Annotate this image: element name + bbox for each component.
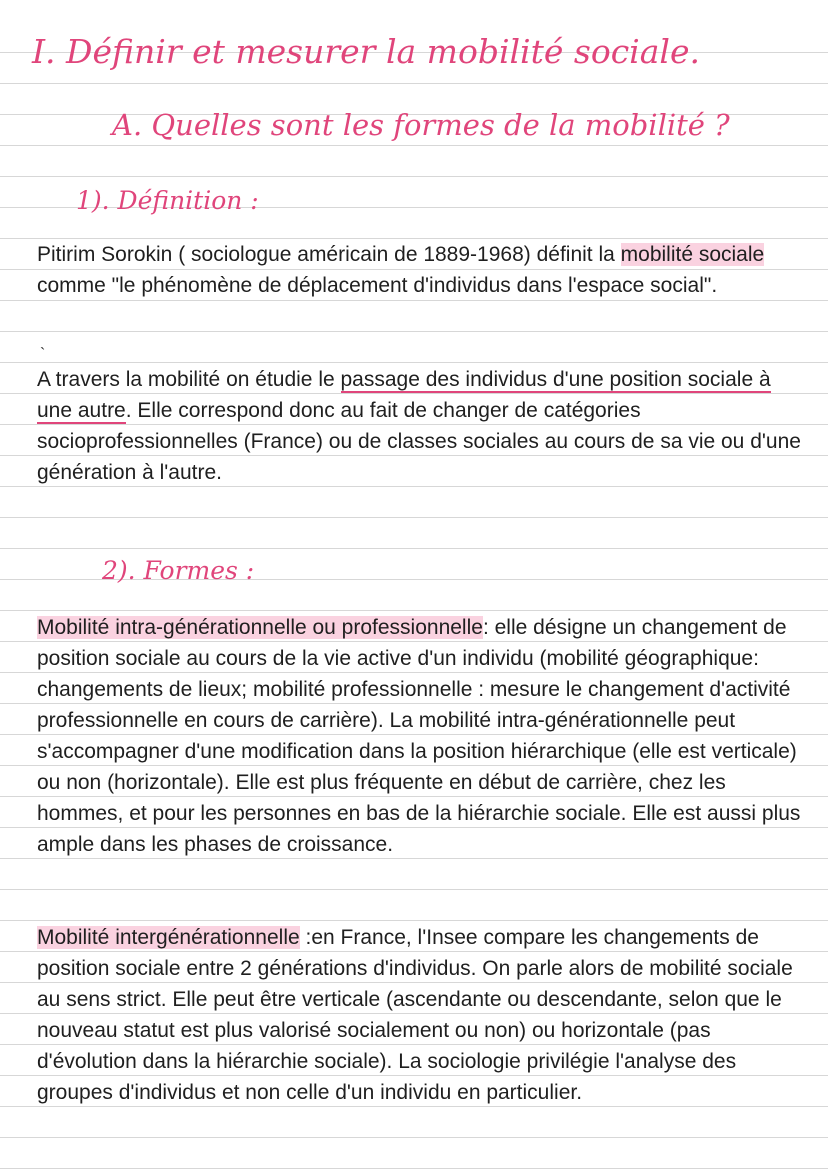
formes-heading: 2). Formes : — [102, 556, 255, 585]
text-run: Pitirim Sorokin ( sociologue américain de 1889-1968) définit la — [37, 243, 621, 266]
text-run: comme "le phénomène de déplacement d'individus dans l'espace social". — [37, 274, 718, 297]
section-subtitle: A. Quelles sont les formes de la mobilité ? — [112, 108, 730, 142]
definition-paragraph-2 — [37, 364, 802, 488]
highlighted-term: Mobilité intra-générationnelle ou professionnelle — [37, 616, 483, 639]
highlighted-term: mobilité sociale — [620, 243, 765, 266]
highlighted-term: Mobilité intergénérationnelle — [37, 926, 300, 949]
definition-paragraph-1 — [37, 239, 802, 301]
text-run: :en France, l'Insee compare les changements de position sociale entre 2 générations d'individus. On parle alors de mobilité sociale au sens strict. Elle peut être verticale (ascendante ou descendante, selon que le nouveau statut est plus valorisé socialement ou non) ou horizontale (pas d'évolution dans la hiérarchie sociale). La sociologie privilégie l'analyse des groupes d'individus et non celle d'un individu en particulier. — [37, 926, 793, 1104]
page-title: I. Définir et mesurer la mobilité sociale. — [32, 32, 700, 71]
text-run: . Elle correspond donc au fait de changer de catégories socioprofessionnelles (France) ou de classes sociales au cours de sa vie ou d'une génération à l'autre. — [37, 399, 801, 484]
underlined-phrase: passage des individus d'une position sociale à une autre — [37, 368, 771, 422]
accent-mark: ` — [40, 346, 46, 363]
intergenerational-paragraph — [37, 922, 802, 1108]
intra-generational-paragraph — [37, 612, 802, 860]
text-run: : elle désigne un changement de position sociale au cours de la vie active d'un individu (mobilité géographique: changements de lieux; mobilité professionnelle : mesure le changement d'activité professionnelle en cours de carrière). La mobilité intra-générationnelle peut s'accompagner d'une modification dans la position hiérarchique (elle est verticale) ou non (horizontale). Elle est plus fréquente en début de carrière, chez les hommes, et pour les personnes en bas de la hiérarchie sociale. Elle est aussi plus ample dans les phases de croissance. — [37, 616, 801, 856]
definition-heading: 1). Définition : — [76, 186, 259, 215]
text-run: A travers la mobilité on étudie le — [37, 368, 341, 391]
